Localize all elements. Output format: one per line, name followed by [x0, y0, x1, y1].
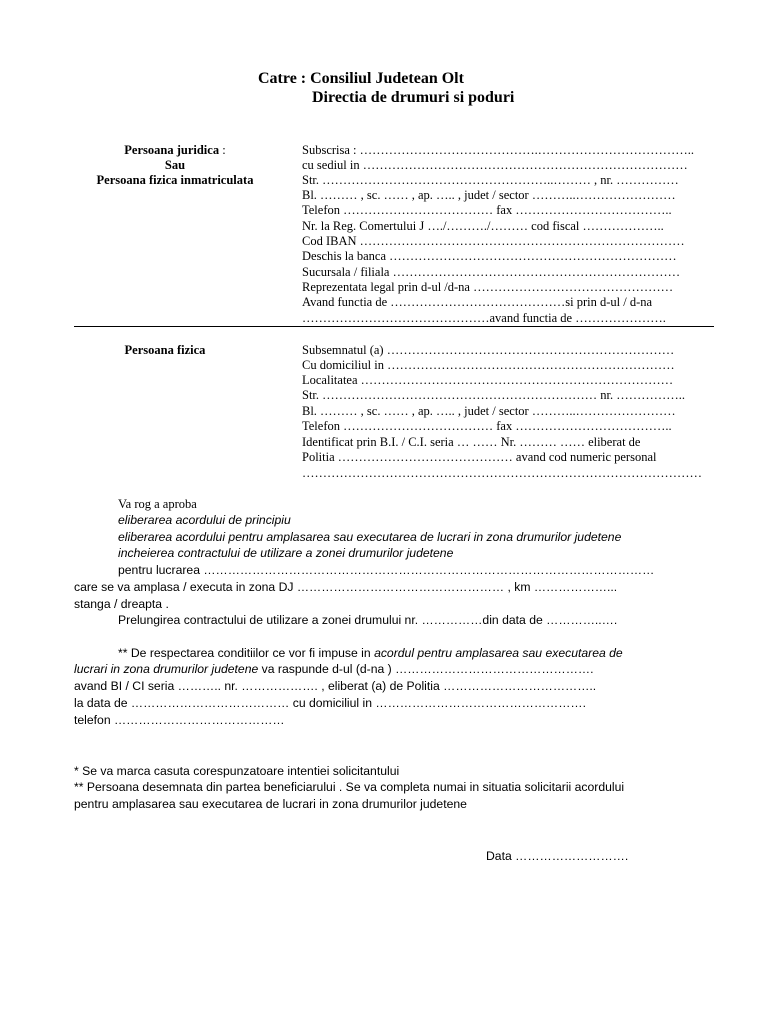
field-reprezentant[interactable]: Reprezentata legal prin d-ul /d-na ………………………………………… [302, 280, 674, 294]
label-persoana-fizica-inmatriculata: Persoana fizica inmatriculata [96, 173, 254, 187]
note-persoana-desemnata-2: pentru amplasarea sau executarea de lucrari in zona drumurilor judetene [74, 797, 467, 811]
option-acord-amplasare[interactable]: eliberarea acordului pentru amplasarea sau executarea de lucrari in zona drumurilor judetene [118, 530, 622, 544]
field-telefon-fax[interactable]: Telefon ……………………………… fax ……………………………….. [302, 203, 672, 217]
field-responsabil-domiciliu[interactable]: la data de ………………………………… cu domiciliul in ……………………………………………. [74, 696, 586, 710]
request-intro: Va rog a aproba [118, 497, 197, 511]
respectare-line-1: ** De respectarea conditiilor ce vor fi impuse in acordul pentru amplasarea sau executarea de [118, 646, 623, 660]
field-banca[interactable]: Deschis la banca …………………………………………………………… [302, 249, 677, 263]
recipient-department: Directia de drumuri si poduri [312, 89, 515, 106]
field-reg-comertului[interactable]: Nr. la Reg. Comertului J …./………./……… cod fiscal ……………….. [302, 219, 664, 233]
field-lucrarea[interactable]: pentru lucrarea ………………………………………………………………………………………………… [118, 563, 655, 577]
field-buletin[interactable]: Identificat prin B.I. / C.I. seria … …… Nr. ……… …… eliberat de [302, 435, 641, 449]
field-strada[interactable]: Str. ………………………………………………..……… , nr. …………… [302, 173, 679, 187]
field-strada-pf[interactable]: Str. ………………………………………………………… nr. …………….. [302, 388, 685, 402]
respectare-line-2[interactable]: lucrari in zona drumurilor judetene va raspunde d-ul (d-na ) …………………………………………. [74, 662, 594, 676]
field-telefon-fax-pf[interactable]: Telefon ……………………………… fax ……………………………….. [302, 419, 672, 433]
field-cnp[interactable]: …………………………………………………………………………………… [302, 466, 702, 480]
field-politia-cnp[interactable]: Politia …………………………………… avand cod numeric personal [302, 450, 657, 464]
field-stanga-dreapta[interactable]: stanga / dreapta . [74, 597, 169, 611]
field-subscrisa[interactable]: Subscrisa : …………………………………….……………………………….. [302, 143, 695, 157]
field-domiciliu[interactable]: Cu domiciliul in …………………………………………………………… [302, 358, 675, 372]
label-persoana-fizica: Persoana fizica [124, 343, 206, 357]
option-prelungire[interactable]: Prelungirea contractului de utilizare a zonei drumului nr. ……………din data de …………..…. [118, 613, 618, 627]
field-sediul[interactable]: cu sediul in …………………………………………………………………… [302, 158, 688, 172]
field-data[interactable]: Data ………………………. [486, 849, 629, 863]
label-persoana-juridica: Persoana juridica : [124, 143, 226, 157]
field-responsabil-bi[interactable]: avand BI / CI seria ……….. nr. ………………. , eliberat (a) de Politia ……………………………….. [74, 679, 597, 693]
field-functia[interactable]: Avand functia de ……………………………………si prin d-ul / d-na [302, 295, 653, 309]
note-marcare: * Se va marca casuta corespunzatoare intentiei solicitantului [74, 764, 400, 778]
field-responsabil-telefon[interactable]: telefon …………………………………… [74, 713, 285, 727]
label-sau: Sau [164, 158, 186, 172]
recipient-line: Catre : Consiliul Judetean Olt [258, 70, 464, 87]
field-cod-iban[interactable]: Cod IBAN …………………………………………………………………… [302, 234, 685, 248]
field-zona-dj[interactable]: care se va amplasa / executa in zona DJ …………………………………………… , km ………………... [74, 580, 618, 594]
field-localitatea[interactable]: Localitatea ………………………………………………………………… [302, 373, 674, 387]
field-bloc-judet-pf[interactable]: Bl. ……… , sc. …… , ap. ….. , judet / sector ………..…………………… [302, 404, 676, 418]
field-bloc-judet[interactable]: Bl. ……… , sc. …… , ap. ….. , judet / sector ………..…………………… [302, 188, 676, 202]
note-persoana-desemnata: ** Persoana desemnata din partea beneficiarului . Se va completa numai in situatia solicitarii acordului [74, 780, 625, 794]
field-subsemnatul[interactable]: Subsemnatul (a) …………………………………………………………… [302, 343, 675, 357]
field-functia-2[interactable]: ………………………………………avand functia de …………………. [302, 311, 666, 325]
section-divider [74, 326, 714, 327]
option-acord-principiu[interactable]: eliberarea acordului de principiu [118, 513, 291, 527]
option-contract-utilizare[interactable]: incheierea contractului de utilizare a zonei drumurilor judetene [118, 546, 454, 560]
field-sucursala[interactable]: Sucursala / filiala …………………………………………………………… [302, 265, 681, 279]
